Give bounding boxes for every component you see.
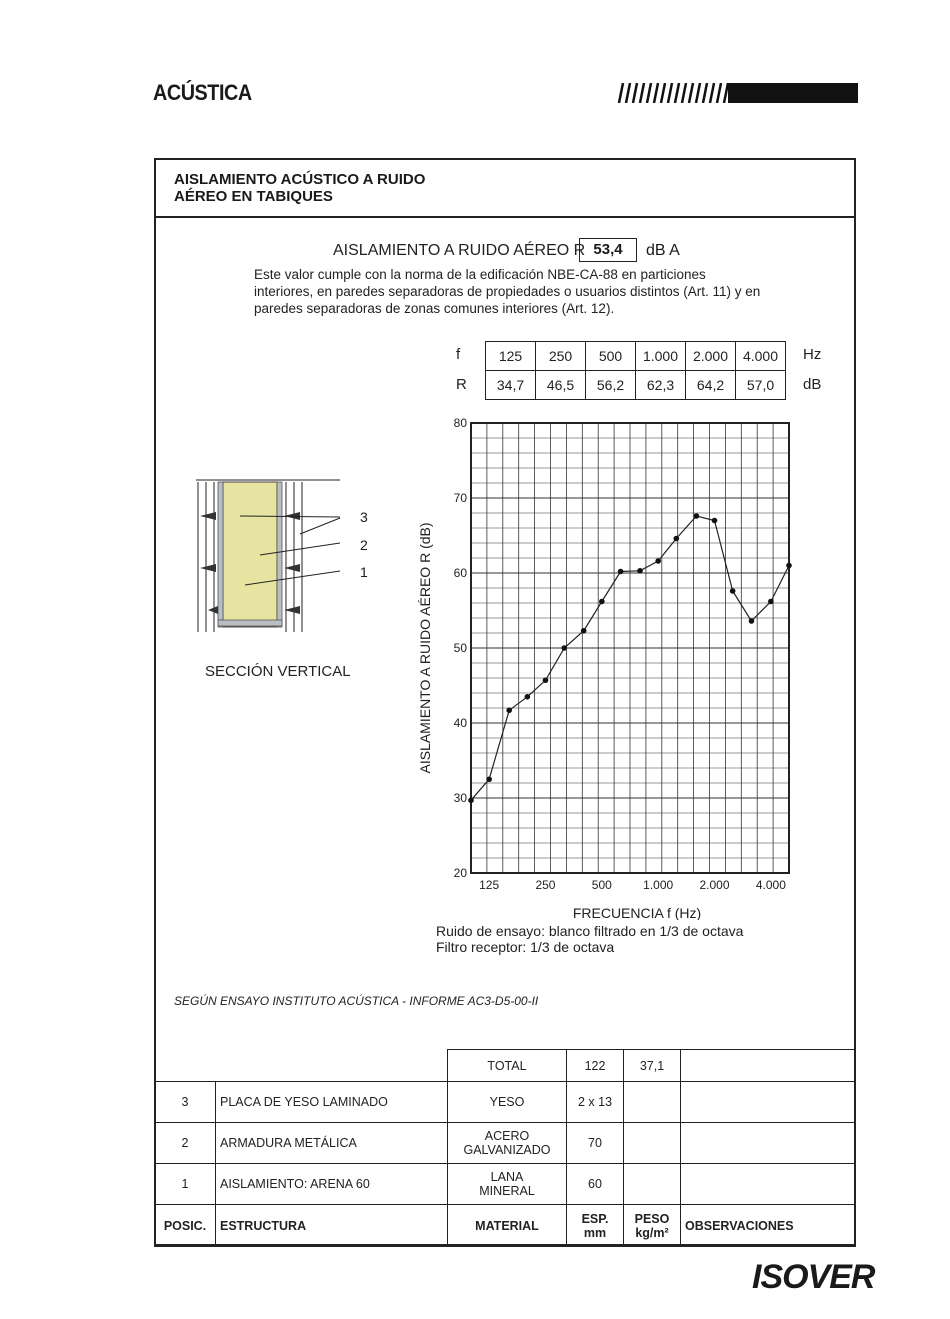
row-obs xyxy=(680,1081,856,1123)
ra-unit: dB A xyxy=(646,242,680,259)
total-obs xyxy=(680,1049,856,1082)
header-esp-line1: ESP. xyxy=(581,1211,609,1226)
x-tick-label: 250 xyxy=(535,878,556,892)
data-point xyxy=(674,536,680,542)
data-point xyxy=(749,618,755,624)
row-material-line1: ACERO xyxy=(484,1129,530,1143)
x-tick-label: 4.000 xyxy=(755,878,786,892)
row-material-line2: MINERAL xyxy=(479,1184,535,1198)
y-tick-label: 40 xyxy=(453,716,467,730)
total-esp: 122 xyxy=(566,1049,624,1082)
data-point xyxy=(768,599,774,605)
ra-label: AISLAMIENTO A RUIDO AÉREO R xyxy=(333,242,586,259)
f-cell: 1.000 xyxy=(636,342,686,371)
y-tick-label: 30 xyxy=(453,791,467,805)
y-tick-label: 20 xyxy=(453,866,467,880)
description: Este valor cumple con la norma de la edificación NBE-CA-88 en particiones interiores, en paredes separadoras de propiedades o usuarios distintos (Art. 11) y en paredes separadoras de zonas comunes interiores (Art. 12). xyxy=(254,267,761,316)
row-material-line1: LANA xyxy=(490,1170,524,1184)
y-tick-label: 70 xyxy=(453,491,467,505)
row-esp: 70 xyxy=(566,1122,624,1164)
y-tick-label: 60 xyxy=(453,566,467,580)
note-line1: Ruido de ensayo: blanco filtrado en 1/3 de octava xyxy=(436,923,744,939)
sheet-title xyxy=(174,171,425,205)
row-material xyxy=(447,1163,567,1205)
f-unit: Hz xyxy=(803,346,822,363)
row-material-line2: GALVANIZADO xyxy=(463,1143,551,1157)
data-point xyxy=(712,518,718,524)
data-point xyxy=(730,588,736,594)
f-cell: 4.000 xyxy=(736,342,786,371)
r-cell: 34,7 xyxy=(486,371,536,400)
data-point xyxy=(694,513,700,519)
isover-logo: ISOVER xyxy=(752,1258,875,1296)
sheet-title-line1: AISLAMIENTO ACÚSTICO A RUIDO xyxy=(174,171,426,188)
row-pos: 2 xyxy=(154,1122,216,1164)
header-material: MATERIAL xyxy=(447,1204,567,1247)
row-pos: 1 xyxy=(154,1163,216,1205)
frequency-row xyxy=(486,342,786,371)
r-row xyxy=(486,371,786,400)
data-point xyxy=(637,568,643,574)
x-tick-label: 500 xyxy=(591,878,612,892)
insulation-chart xyxy=(400,410,820,920)
data-point xyxy=(525,694,531,700)
header-obs: OBSERVACIONES xyxy=(680,1204,856,1247)
x-tick-label: 1.000 xyxy=(643,878,674,892)
r-cell: 64,2 xyxy=(686,371,736,400)
section-label-2: 2 xyxy=(360,537,368,553)
header-peso xyxy=(623,1204,681,1247)
y-tick-label: 80 xyxy=(453,416,467,430)
row-esp: 60 xyxy=(566,1163,624,1205)
y-tick-label: 50 xyxy=(453,641,467,655)
x-tick-labels xyxy=(479,878,786,892)
r-label: R xyxy=(456,376,467,393)
data-point xyxy=(618,569,624,575)
f-label: f xyxy=(456,346,461,363)
data-point xyxy=(486,776,492,782)
data-point xyxy=(786,563,792,569)
ra-value: 53,4 xyxy=(579,238,637,262)
frequency-table xyxy=(485,341,786,400)
row-esp: 2 x 13 xyxy=(566,1081,624,1123)
header-esp xyxy=(566,1204,624,1247)
y-axis-label: AISLAMIENTO A RUIDO AÉREO R (dB) xyxy=(417,522,433,774)
row-peso xyxy=(623,1081,681,1123)
section-label-1: 1 xyxy=(360,564,368,580)
note-line2: Filtro receptor: 1/3 de octava xyxy=(436,939,615,955)
total-peso: 37,1 xyxy=(623,1049,681,1082)
f-cell: 500 xyxy=(586,342,636,371)
data-point xyxy=(599,599,605,605)
data-point xyxy=(655,558,661,564)
r-unit: dB xyxy=(803,376,822,393)
header-esp-line2: mm xyxy=(583,1225,607,1240)
data-point xyxy=(543,677,549,683)
x-tick-label: 2.000 xyxy=(699,878,730,892)
row-pos: 3 xyxy=(154,1081,216,1123)
data-point xyxy=(506,707,512,713)
x-tick-label: 125 xyxy=(479,878,500,892)
row-obs xyxy=(680,1122,856,1164)
total-label: TOTAL xyxy=(447,1049,567,1082)
test-notes xyxy=(436,923,743,955)
data-point xyxy=(468,797,474,803)
row-estructura: ARMADURA METÁLICA xyxy=(215,1122,448,1164)
row-material xyxy=(447,1122,567,1164)
r-cell: 62,3 xyxy=(636,371,686,400)
f-cell: 2.000 xyxy=(686,342,736,371)
row-peso xyxy=(623,1122,681,1164)
header-peso-line1: PESO xyxy=(634,1211,670,1226)
page-title: ACÚSTICA xyxy=(153,80,252,105)
row-estructura: PLACA DE YESO LAMINADO xyxy=(215,1081,448,1123)
row-material xyxy=(447,1081,567,1123)
data-point xyxy=(561,645,567,651)
r-cell: 56,2 xyxy=(586,371,636,400)
header-estructura: ESTRUCTURA xyxy=(215,1204,448,1247)
f-cell: 125 xyxy=(486,342,536,371)
header-peso-line2: kg/m² xyxy=(635,1225,669,1240)
row-material-line1: YESO xyxy=(489,1095,525,1109)
y-tick-labels xyxy=(454,416,468,880)
source-note: SEGÚN ENSAYO INSTITUTO ACÚSTICA - INFORME AC3-D5-00-II xyxy=(174,994,539,1008)
data-point xyxy=(581,628,587,634)
section-label-3: 3 xyxy=(360,509,368,525)
row-obs xyxy=(680,1163,856,1205)
f-cell: 250 xyxy=(536,342,586,371)
chart-grid xyxy=(471,423,789,873)
sheet-title-line2: AÉREO EN TABIQUES xyxy=(174,188,333,205)
x-axis-label: FRECUENCIA f (Hz) xyxy=(572,905,702,920)
r-cell: 57,0 xyxy=(736,371,786,400)
header-hatch-bar xyxy=(613,83,858,103)
row-peso xyxy=(623,1163,681,1205)
row-estructura: AISLAMIENTO: ARENA 60 xyxy=(215,1163,448,1205)
header-pos: POSIC. xyxy=(154,1204,216,1247)
r-cell: 46,5 xyxy=(536,371,586,400)
wall-section-drawing xyxy=(190,470,380,640)
section-caption: SECCIÓN VERTICAL xyxy=(205,663,351,680)
